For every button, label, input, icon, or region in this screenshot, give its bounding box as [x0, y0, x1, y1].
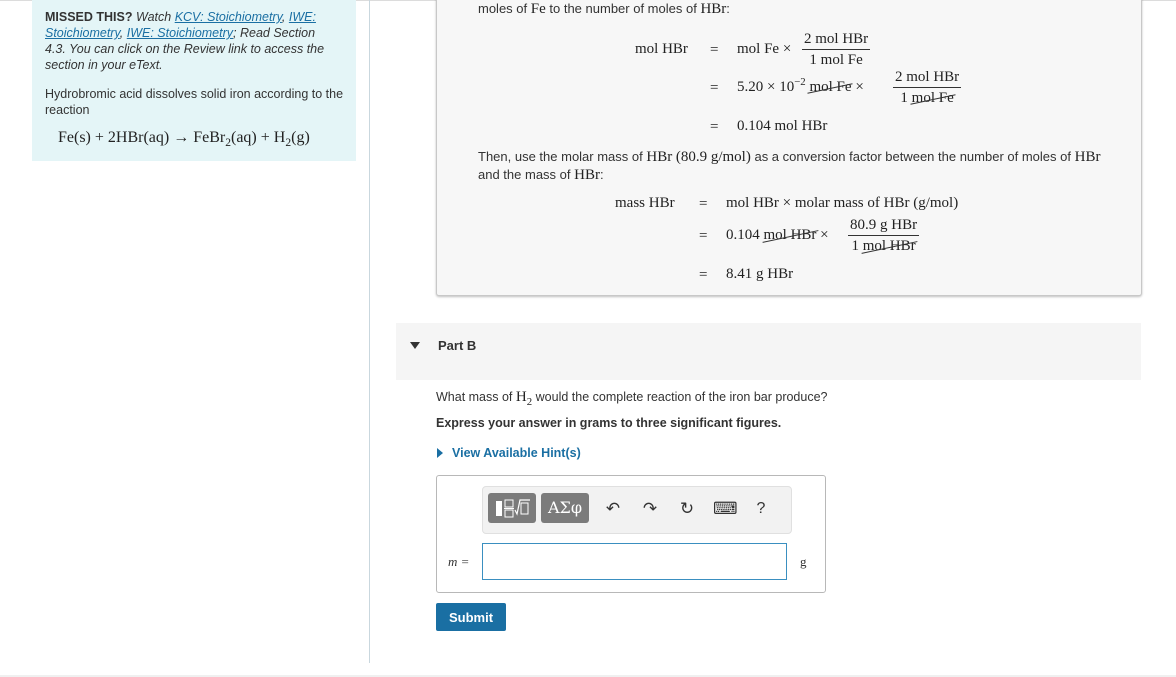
- eq1-row1-fraction: 2 mol HBr 1 mol Fe: [804, 31, 869, 68]
- reaction-equation: [58, 129, 310, 150]
- solution-then-text: Then, use the molar mass of HBr (80.9 g/mol) as a conversion factor between the number of moles of HBr and the mass of HBr:: [478, 149, 1101, 183]
- reaction-arrow: →: [173, 129, 190, 146]
- greek-symbols-button[interactable]: ΑΣφ: [541, 493, 589, 523]
- keyboard-icon[interactable]: ⌨: [713, 499, 738, 518]
- part-b-question: What mass of $H_2$ would the complete reaction of the iron bar produce?: [436, 389, 828, 408]
- problem-statement: Hydrobromic acid dissolves solid iron according to the reaction: [45, 87, 344, 117]
- eq1-row1-term: mol Fe ×: [737, 41, 792, 57]
- reactant-hbr: 2HBr(aq): [107, 129, 170, 146]
- collapse-triangle-icon[interactable]: [410, 342, 420, 349]
- link-kcv-stoichiometry[interactable]: KCV: Stoichiometry: [174, 10, 282, 24]
- plus-sign: +: [94, 129, 104, 146]
- watch-text: Watch: [136, 10, 172, 24]
- redo-icon[interactable]: ↷: [642, 499, 658, 518]
- reactant-fe: Fe(s): [58, 129, 91, 146]
- expand-hint-triangle-icon[interactable]: [437, 448, 443, 458]
- eq1-lhs: mol HBr: [635, 41, 688, 57]
- eq2-row1: mol HBr × molar mass of HBr (g/mol): [726, 195, 959, 211]
- answer-input[interactable]: [482, 543, 787, 580]
- product-febr2: FeBr$_2$(aq): [193, 129, 257, 150]
- undo-icon[interactable]: ↶: [605, 499, 621, 518]
- answer-variable-label: m =: [448, 554, 470, 569]
- plus-sign: +: [260, 129, 270, 146]
- eq2-equals-3: =: [699, 267, 708, 283]
- eq1-equals-1: =: [710, 42, 719, 58]
- solution-intro: moles of Fe to the number of moles of HBr:: [478, 1, 730, 17]
- eq1-equals-2: =: [710, 80, 719, 96]
- help-icon[interactable]: ?: [756, 500, 766, 517]
- link-iwe-stoichiometry-1[interactable]: IWE: Stoichiometry: [45, 10, 316, 40]
- read-section-text: ; Read Section 4.3. You can click on the Review link to access the section in your eText.: [45, 26, 325, 72]
- templates-icon: [488, 493, 536, 523]
- eq2-equals-1: =: [699, 196, 708, 212]
- eq2-row2-term: 0.104 mol HBr ×: [726, 227, 829, 243]
- eq2-equals-2: =: [699, 228, 708, 244]
- column-divider: [369, 0, 370, 663]
- eq2-lhs: mass HBr: [615, 195, 675, 211]
- eq2-result: 8.41 g HBr: [726, 266, 794, 282]
- link-iwe-stoichiometry-2[interactable]: IWE: Stoichiometry: [126, 26, 234, 40]
- answer-unit: g: [800, 554, 807, 569]
- reset-icon[interactable]: ↻: [679, 499, 695, 518]
- part-b-header[interactable]: [396, 323, 1141, 380]
- eq1-row2-term: $5.20 \times 10^{-2}$ mol Fe ×: [737, 76, 864, 95]
- product-h2: $H_2(g)$: [273, 129, 310, 150]
- missed-this-text: MISSED THIS? Watch KCV: Stoichiometry, IWE: Stoichiometry, IWE: Stoichiometry; Read Section 4.3. You can click on the Review link to access the section in your eText.: [45, 10, 325, 72]
- eq1-equals-3: =: [710, 119, 719, 135]
- templates-button[interactable]: [488, 493, 536, 523]
- part-b-label: Part B: [438, 338, 477, 353]
- submit-button[interactable]: Submit: [436, 603, 506, 631]
- eq1-result: 0.104 mol HBr: [737, 118, 828, 134]
- eq2-row2-fraction: 80.9 g HBr 1 mol HBr: [850, 217, 918, 254]
- answer-instruction: Express your answer in grams to three significant figures.: [436, 416, 782, 430]
- view-hints-link[interactable]: View Available Hint(s): [452, 446, 581, 460]
- eq1-row2-fraction: 2 mol HBr 1 mol Fe: [895, 69, 960, 106]
- missed-this-label: MISSED THIS?: [45, 10, 133, 24]
